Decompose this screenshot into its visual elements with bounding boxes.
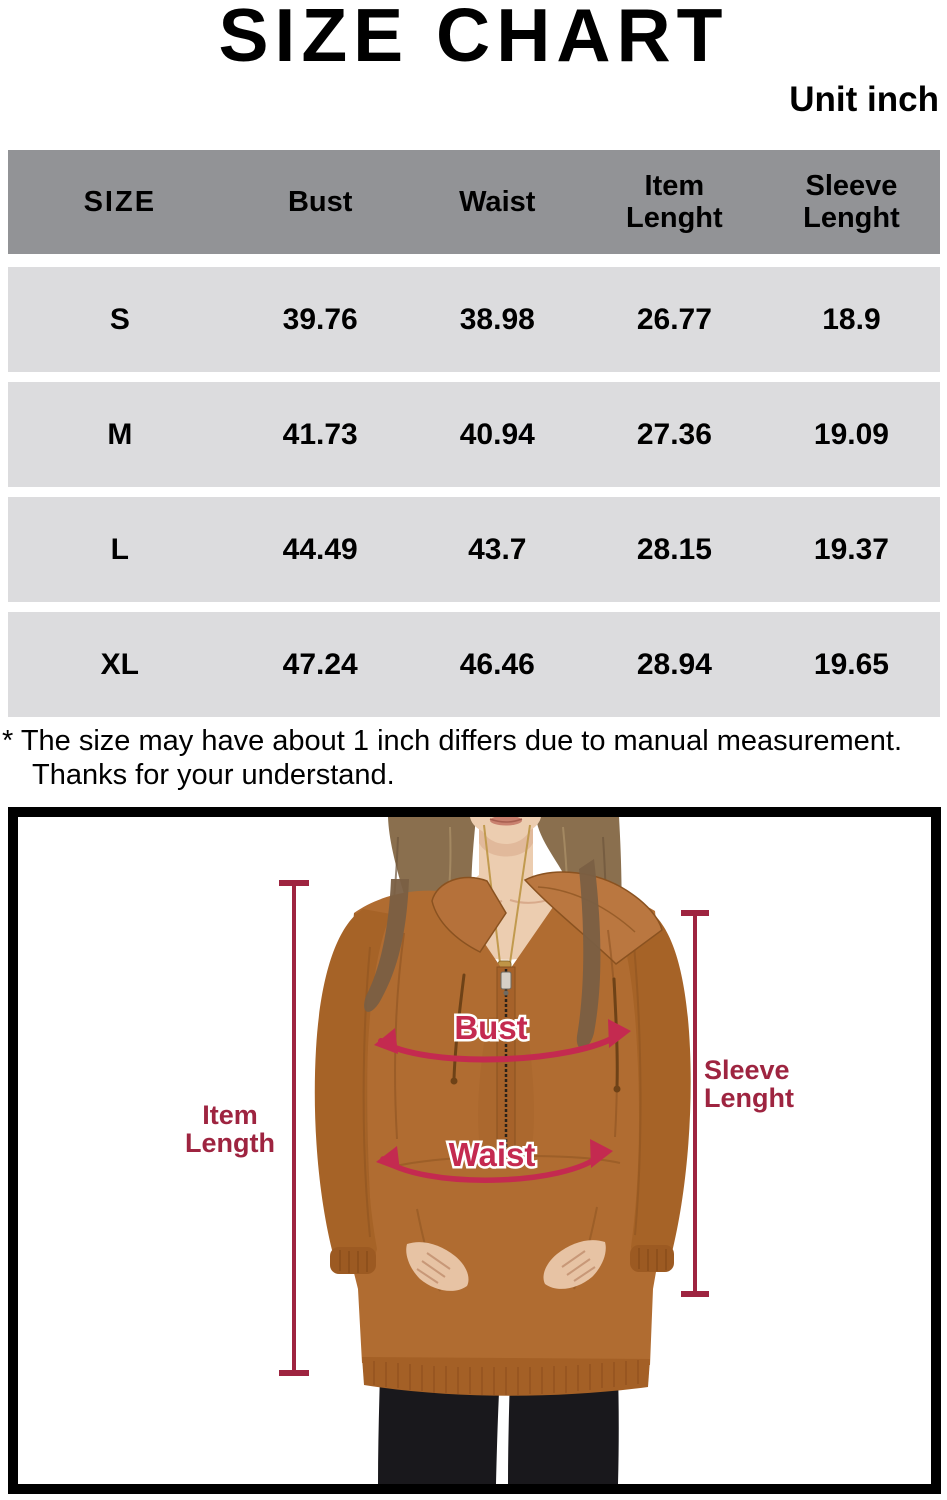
- waist-label: Waist: [448, 1136, 536, 1173]
- item-length-label: Length: [185, 1128, 275, 1158]
- cuff-right: [630, 1245, 674, 1272]
- value-cell: 28.15: [636, 532, 712, 566]
- header-cell-bust: [232, 150, 409, 254]
- bust-label: Bust: [454, 1009, 528, 1046]
- drawcord-tip: [614, 1086, 621, 1093]
- value-cell: 26.77: [636, 302, 712, 336]
- sleeve-length-label: Lenght: [704, 1083, 794, 1113]
- header-cell-item-length: [586, 150, 763, 254]
- page-title: SIZE CHART: [218, 0, 729, 77]
- measurement-footnote: [2, 724, 946, 792]
- size-cell: M: [107, 417, 133, 451]
- table-row-xl: [8, 612, 940, 717]
- zipper-pull-hole: [504, 991, 509, 996]
- footnote-line-1: * The size may have about 1 inch differs due to manual measurement.: [2, 725, 903, 757]
- value-cell: 47.24: [282, 647, 358, 681]
- size-cell: L: [110, 532, 129, 566]
- value-cell: 44.49: [282, 532, 358, 566]
- value-cell: 28.94: [636, 647, 712, 681]
- sleeve-length-label: Sleeve: [704, 1055, 790, 1085]
- unit-label: Unit inch: [789, 80, 939, 119]
- size-cell: S: [109, 302, 130, 336]
- size-table-header-row: [8, 150, 940, 254]
- size-cell: XL: [100, 647, 139, 681]
- value-cell: 38.98: [459, 302, 535, 336]
- header-cell-size: [8, 150, 232, 254]
- header-cell-waist: [409, 150, 586, 254]
- size-figure-frame: [8, 807, 941, 1494]
- zipper-pull: [501, 972, 511, 989]
- item-length-annotation: [185, 883, 309, 1373]
- cuff-left: [330, 1247, 376, 1274]
- value-cell: 39.76: [282, 302, 358, 336]
- header-text: Lenght: [626, 202, 723, 234]
- table-row-m: [8, 382, 940, 487]
- header-text: Waist: [459, 185, 536, 218]
- table-row-s: [8, 267, 940, 372]
- header-text: Sleeve: [805, 169, 898, 202]
- sleeve-length-annotation: [681, 913, 794, 1294]
- value-cell: 41.73: [282, 417, 358, 451]
- value-cell: 19.65: [813, 647, 889, 681]
- value-cell: 27.36: [636, 417, 712, 451]
- header-text: Item: [644, 169, 705, 202]
- item-length-label: Item: [202, 1100, 258, 1130]
- table-row-l: [8, 497, 940, 602]
- footnote-line-2: Thanks for your understand.: [32, 759, 395, 791]
- value-cell: 19.09: [813, 417, 889, 451]
- size-figure-illustration: [18, 817, 931, 1484]
- drawcord-tip: [451, 1078, 458, 1085]
- header-text: SIZE: [83, 185, 157, 218]
- header-text: Lenght: [803, 202, 900, 234]
- value-cell: 40.94: [459, 417, 535, 451]
- header-text: Bust: [287, 185, 353, 218]
- value-cell: 43.7: [468, 532, 527, 566]
- value-cell: 19.37: [813, 532, 889, 566]
- value-cell: 46.46: [459, 647, 535, 681]
- header-cell-sleeve-length: [763, 150, 940, 254]
- value-cell: 18.9: [822, 302, 881, 336]
- size-table: [8, 150, 940, 727]
